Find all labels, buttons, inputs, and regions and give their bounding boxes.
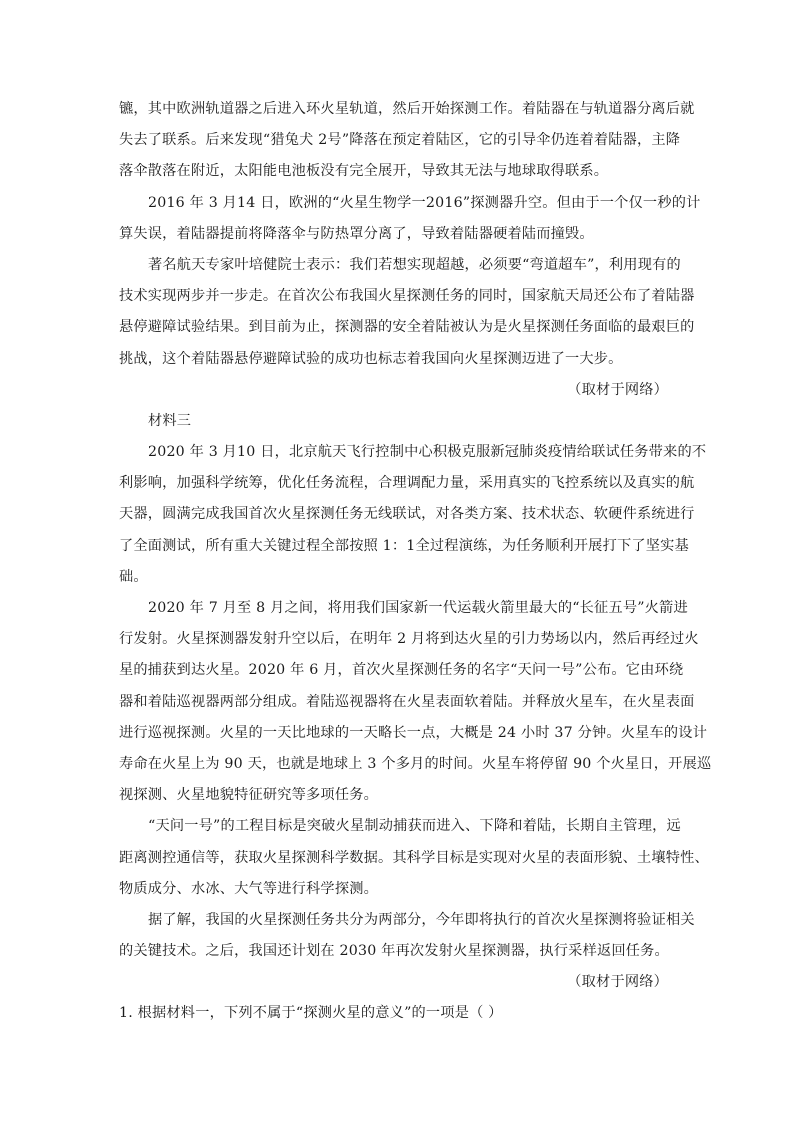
source-note: （取材于网络） (567, 974, 668, 991)
text-line: 了全面测试，所有重大关键过程全部按照 1：1全过程演练，为任务顺利开展打下了坚实基 (119, 537, 689, 554)
text-line: 的关键技术。之后，我国还计划在 2030 年再次发射火星探测器，执行采样返回任务。 (119, 943, 669, 960)
text-line: 2020 年 3 月10 日，北京航天飞行控制中心积极克服新冠肺炎疫情给联试任务带来的不 (148, 444, 707, 461)
text-line: 据了解，我国的火星探测任务共分为两部分，今年即将执行的首次火星探测将验证相关 (148, 911, 695, 928)
document-body (119, 98, 712, 1034)
text-line: 2016 年 3 月14 日，欧洲的“火星生物学一2016”探测器升空。但由于一个仅一秒的计 (148, 194, 701, 211)
text-line: 镳，其中欧洲轨道器之后进入环火星轨道，然后开始探测工作。着陆器在与轨道器分离后就 (119, 101, 695, 117)
text-line: 利影响，加强科学统筹，优化任务流程，合理调配力量，采用真实的飞控系统以及真实的航 (119, 475, 695, 492)
text-line: “天问一号”的工程目标是突破火星制动捕获而进入、下降和着陆，长期自主管理，远 (148, 818, 681, 835)
text-line: 距离测控通信等，获取火星探测科学数据。其科学目标是实现对火星的表面形貌、土壤特性、 (119, 849, 709, 866)
source-note: （取材于网络） (567, 381, 668, 398)
text-line: 挑战，这个着陆器悬停避障试验的成功也标志着我国向火星探测迈进了一大步。 (119, 350, 623, 367)
text-line: 著名航天专家叶培健院士表示：我们若想实现超越，必须要“弯道超车”，利用现有的 (148, 256, 681, 273)
text-line: 础。 (119, 568, 148, 585)
section-heading: 材料三 (148, 412, 192, 429)
text-line: 失去了联系。后来发现“猎兔犬 2号”降落在预定着陆区，它的引导伞仍连着着陆器，主降 (119, 132, 681, 149)
text-line: 视探测、火星地貌特征研究等多项任务。 (119, 787, 378, 804)
text-line: 技术实现两步并一步走。在首次公布我国火星探测任务的同时，国家航天局还公布了着陆器 (119, 288, 695, 305)
text-line: 天器，圆满完成我国首次火星探测任务无线联试，对各类方案、技术状态、软硬件系统进行 (119, 506, 695, 523)
text-line: 寿命在火星上为 90 天，也就是地球上 3 个多月的时间。火星车将停留 90 个火星日，开展巡 (119, 755, 712, 772)
text-line: 进行巡视探测。火星的一天比地球的一天略长一点，大概是 24 小时 37 分钟。火星车的设计 (119, 724, 708, 741)
text-line: 悬停避障试验结果。到目前为止，探测器的安全着陆被认为是火星探测任务面临的最艰巨的 (119, 319, 695, 336)
question-1: 1. 根据材料一，下列不属于“探测火星的意义”的一项是（ ） (119, 1005, 503, 1022)
text-line: 星的捕获到达火星。2020 年 6 月，首次火星探测任务的名字“天问一号”公布。它由环绕 (119, 662, 684, 679)
text-line: 器和着陆巡视器两部分组成。着陆巡视器将在火星表面软着陆。并释放火星车，在火星表面 (119, 693, 695, 710)
text-line: 物质成分、水冰、大气等进行科学探测。 (119, 880, 378, 897)
text-line: 落伞散落在附近，太阳能电池板没有完全展开，导致其无法与地球取得联系。 (119, 163, 609, 180)
text-line: 2020 年 7 月至 8 月之间，将用我们国家新一代运载火箭里最大的“长征五号”火箭进 (148, 600, 688, 616)
text-line: 算失误，着陆器提前将降落伞与防热罩分离了，导致着陆器硬着陆而撞毁。 (119, 225, 594, 242)
text-line: 行发射。火星探测器发射升空以后，在明年 2 月将到达火星的引力势场以内，然后再经过火 (119, 631, 699, 648)
